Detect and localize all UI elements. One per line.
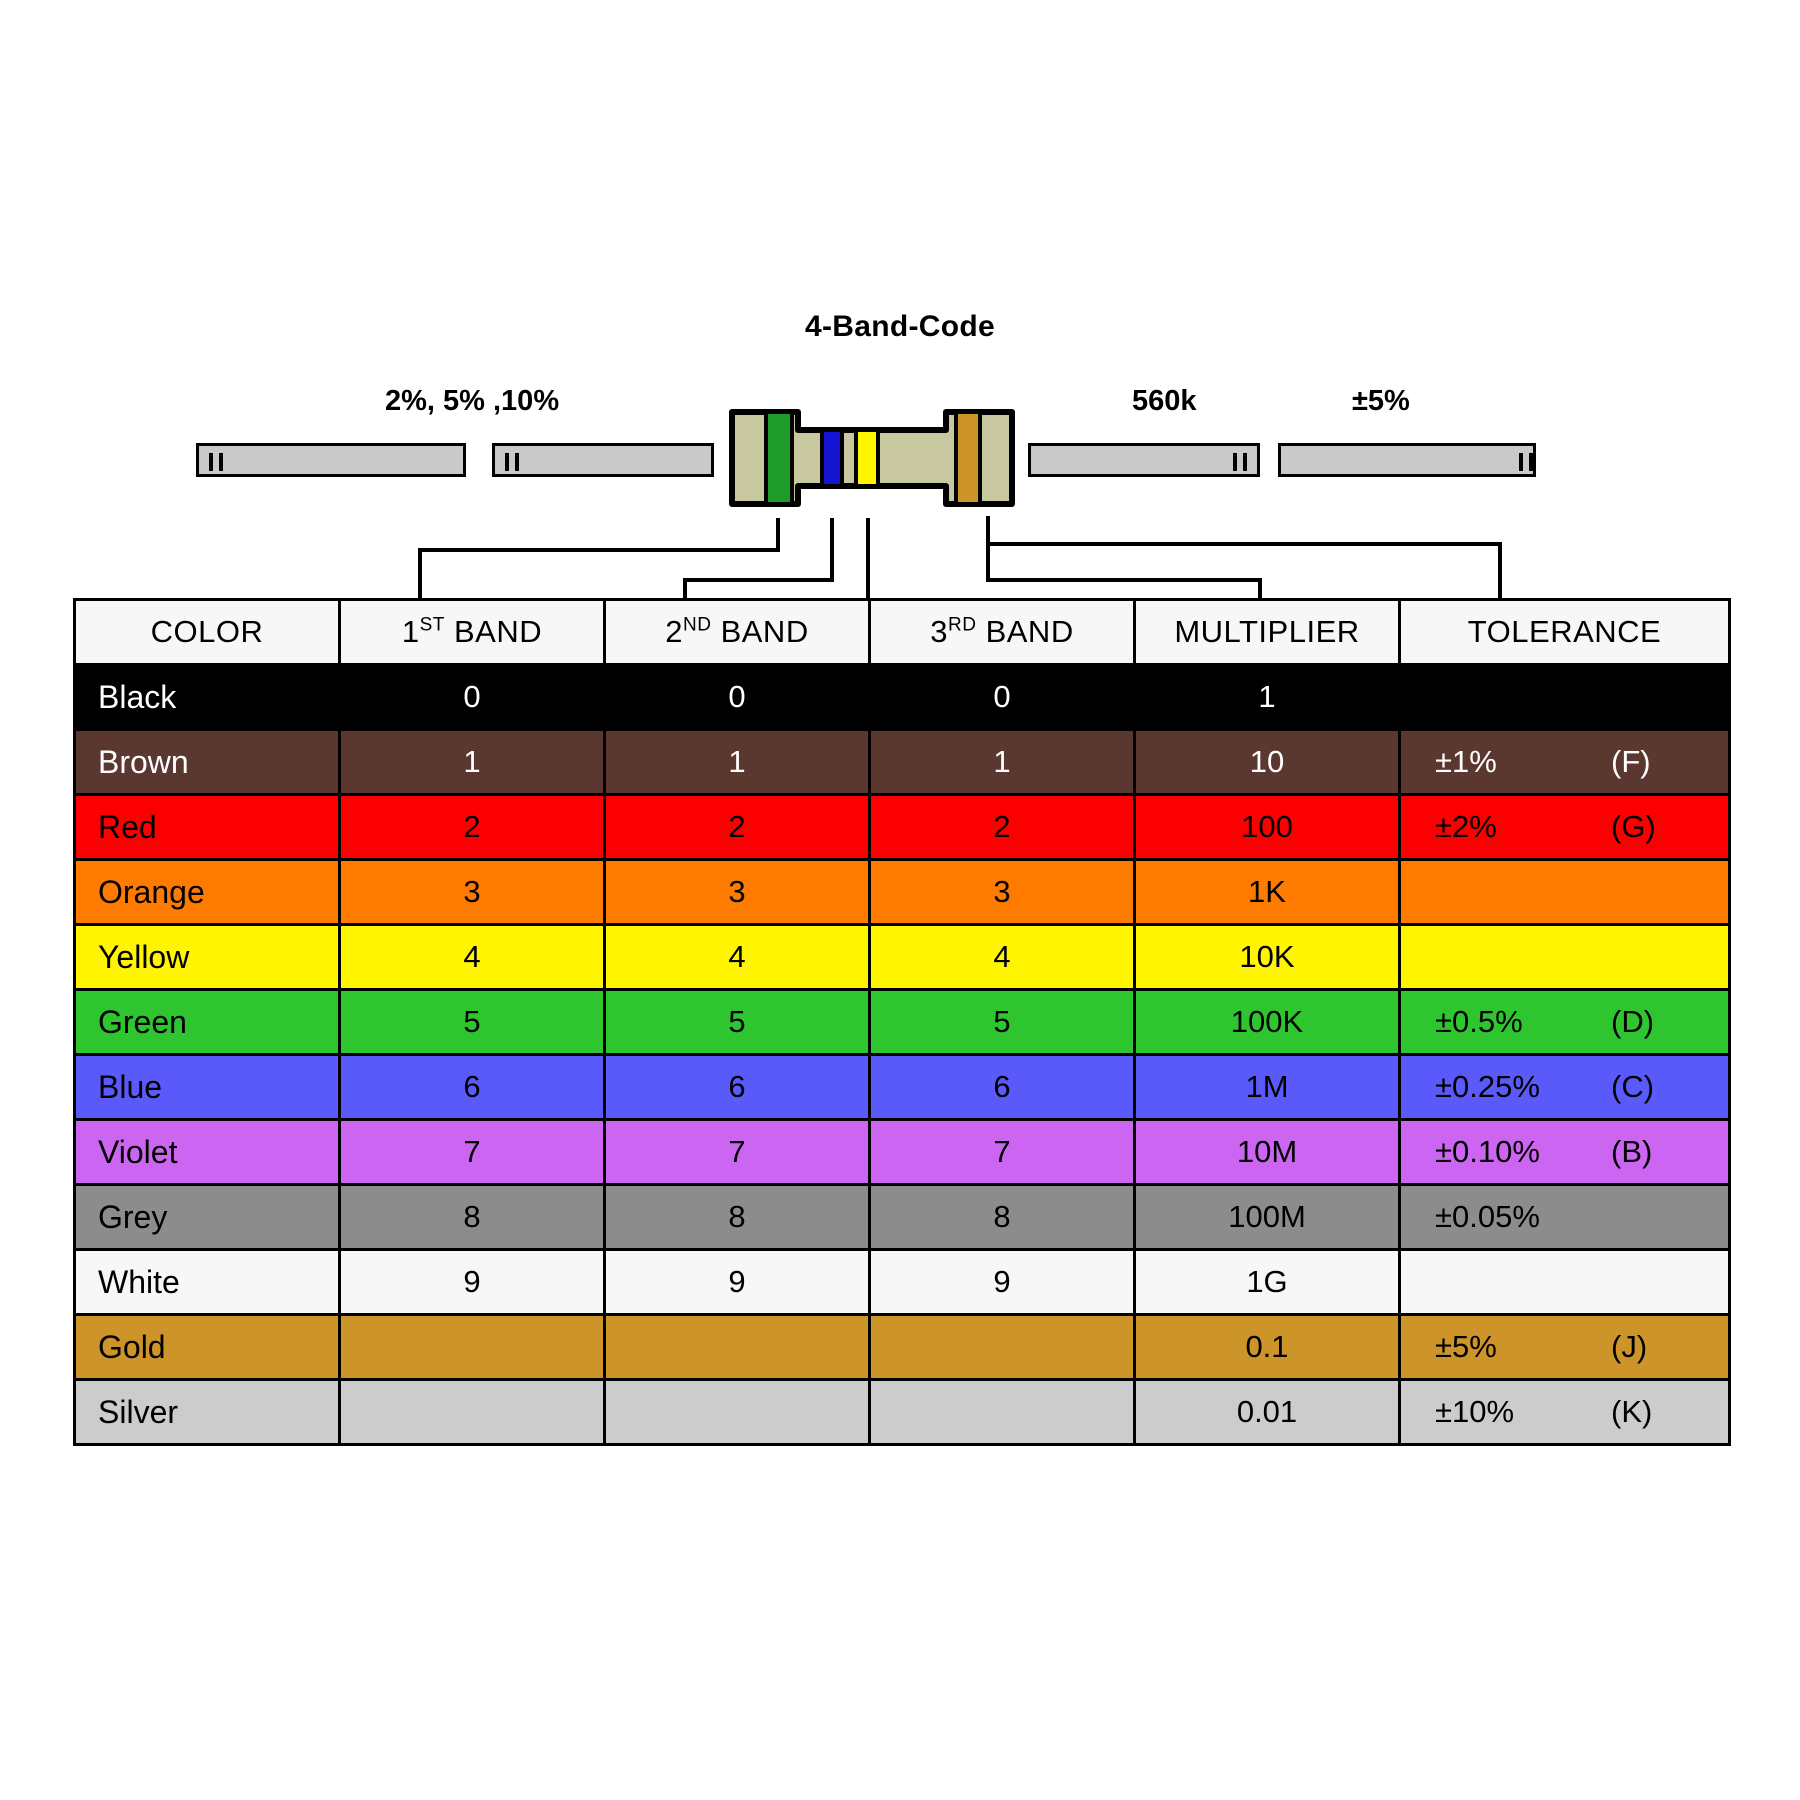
cell-color: Brown (75, 730, 340, 795)
diagram-title: 4-Band-Code (805, 310, 995, 343)
cell-color: Grey (75, 1185, 340, 1250)
cell-band3 (870, 1315, 1135, 1380)
cell-tolerance: ±10% (K) (1400, 1380, 1730, 1445)
cell-tolerance: ±5% (J) (1400, 1315, 1730, 1380)
cell-tolerance: ±0.10% (B) (1400, 1120, 1730, 1185)
table-row (75, 1185, 1730, 1250)
cell-band1: 5 (340, 990, 605, 1055)
cell-band2: 2 (605, 795, 870, 860)
table-row (75, 795, 1730, 860)
resistor-diagram (0, 0, 1800, 600)
cell-band2: 6 (605, 1055, 870, 1120)
cell-band3: 8 (870, 1185, 1135, 1250)
callout-bar-right-2 (1278, 443, 1536, 477)
cell-color: Violet (75, 1120, 340, 1185)
callout-bar-left-2 (492, 443, 714, 477)
cell-color: Green (75, 990, 340, 1055)
cell-band2 (605, 1315, 870, 1380)
cell-band2: 7 (605, 1120, 870, 1185)
cell-band3: 4 (870, 925, 1135, 990)
cell-band1: 4 (340, 925, 605, 990)
cell-color: Blue (75, 1055, 340, 1120)
cell-tolerance (1400, 860, 1730, 925)
band-2-blue (822, 430, 842, 486)
cell-band3: 2 (870, 795, 1135, 860)
bar-tick (209, 453, 213, 471)
cell-band1: 9 (340, 1250, 605, 1315)
cell-band2: 0 (605, 665, 870, 730)
color-code-table (73, 598, 1731, 1446)
cell-multiplier: 1K (1135, 860, 1400, 925)
bar-tick (219, 453, 223, 471)
cell-band1: 8 (340, 1185, 605, 1250)
cell-tolerance: ±0.25% (C) (1400, 1055, 1730, 1120)
cell-color: Orange (75, 860, 340, 925)
cell-band2: 9 (605, 1250, 870, 1315)
cell-color: Gold (75, 1315, 340, 1380)
header-band-1: 1ST BAND (340, 600, 605, 665)
cell-tolerance: ±2% (G) (1400, 795, 1730, 860)
cell-multiplier: 10M (1135, 1120, 1400, 1185)
cell-band3 (870, 1380, 1135, 1445)
cell-multiplier: 10 (1135, 730, 1400, 795)
cell-multiplier: 100K (1135, 990, 1400, 1055)
cell-tolerance (1400, 1250, 1730, 1315)
bar-tick (1243, 453, 1247, 471)
bar-tick (515, 453, 519, 471)
cell-color: Red (75, 795, 340, 860)
cell-band2: 4 (605, 925, 870, 990)
band-3-yellow (856, 430, 878, 486)
resistor-graphic (718, 398, 1026, 518)
cell-band3: 5 (870, 990, 1135, 1055)
cell-band3: 9 (870, 1250, 1135, 1315)
bar-tick (505, 453, 509, 471)
cell-multiplier: 0.1 (1135, 1315, 1400, 1380)
band-4-gold (956, 412, 980, 504)
cell-multiplier: 1G (1135, 1250, 1400, 1315)
cell-band3: 0 (870, 665, 1135, 730)
resistor-svg (718, 398, 1026, 518)
cell-multiplier: 1M (1135, 1055, 1400, 1120)
cell-tolerance: ±0.05% (1400, 1185, 1730, 1250)
cell-tolerance: ±0.5% (D) (1400, 990, 1730, 1055)
label-tolerance-value: ±5% (1352, 385, 1410, 417)
header-tolerance: TOLERANCE (1400, 600, 1730, 665)
cell-band2 (605, 1380, 870, 1445)
callout-bar-right-1 (1028, 443, 1260, 477)
cell-band2: 8 (605, 1185, 870, 1250)
bar-tick (1519, 453, 1523, 471)
cell-band3: 6 (870, 1055, 1135, 1120)
cell-color: White (75, 1250, 340, 1315)
cell-band3: 7 (870, 1120, 1135, 1185)
cell-multiplier: 10K (1135, 925, 1400, 990)
table-row (75, 1380, 1730, 1445)
cell-band1: 1 (340, 730, 605, 795)
cell-tolerance: ±1% (F) (1400, 730, 1730, 795)
cell-band1 (340, 1380, 605, 1445)
table-row (75, 860, 1730, 925)
bar-tick (1233, 453, 1237, 471)
cell-band1 (340, 1315, 605, 1380)
cell-multiplier: 100M (1135, 1185, 1400, 1250)
cell-multiplier: 100 (1135, 795, 1400, 860)
cell-band1: 0 (340, 665, 605, 730)
header-multiplier: MULTIPLIER (1135, 600, 1400, 665)
cell-color: Yellow (75, 925, 340, 990)
header-band-3: 3RD BAND (870, 600, 1135, 665)
cell-band2: 3 (605, 860, 870, 925)
resistor-color-code-table (73, 598, 1728, 1446)
callout-bar-left-1 (196, 443, 466, 477)
label-resistance-value: 560k (1132, 385, 1197, 417)
label-tolerance-options: 2%, 5% ,10% (385, 385, 560, 417)
cell-band3: 1 (870, 730, 1135, 795)
table-row (75, 990, 1730, 1055)
cell-band1: 3 (340, 860, 605, 925)
cell-tolerance (1400, 925, 1730, 990)
table-row (75, 665, 1730, 730)
table-header-row (75, 600, 1730, 665)
cell-tolerance (1400, 665, 1730, 730)
cell-multiplier: 0.01 (1135, 1380, 1400, 1445)
cell-band2: 5 (605, 990, 870, 1055)
cell-band2: 1 (605, 730, 870, 795)
cell-band1: 2 (340, 795, 605, 860)
cell-color: Silver (75, 1380, 340, 1445)
cell-band3: 3 (870, 860, 1135, 925)
header-band-2: 2ND BAND (605, 600, 870, 665)
cell-color: Black (75, 665, 340, 730)
bar-tick (1529, 453, 1533, 471)
table-row (75, 1055, 1730, 1120)
table-row (75, 730, 1730, 795)
band-1-green (766, 412, 792, 504)
table-row (75, 1250, 1730, 1315)
cell-band1: 6 (340, 1055, 605, 1120)
cell-band1: 7 (340, 1120, 605, 1185)
header-color: COLOR (75, 600, 340, 665)
table-row (75, 1315, 1730, 1380)
table-row (75, 925, 1730, 990)
cell-multiplier: 1 (1135, 665, 1400, 730)
table-row (75, 1120, 1730, 1185)
